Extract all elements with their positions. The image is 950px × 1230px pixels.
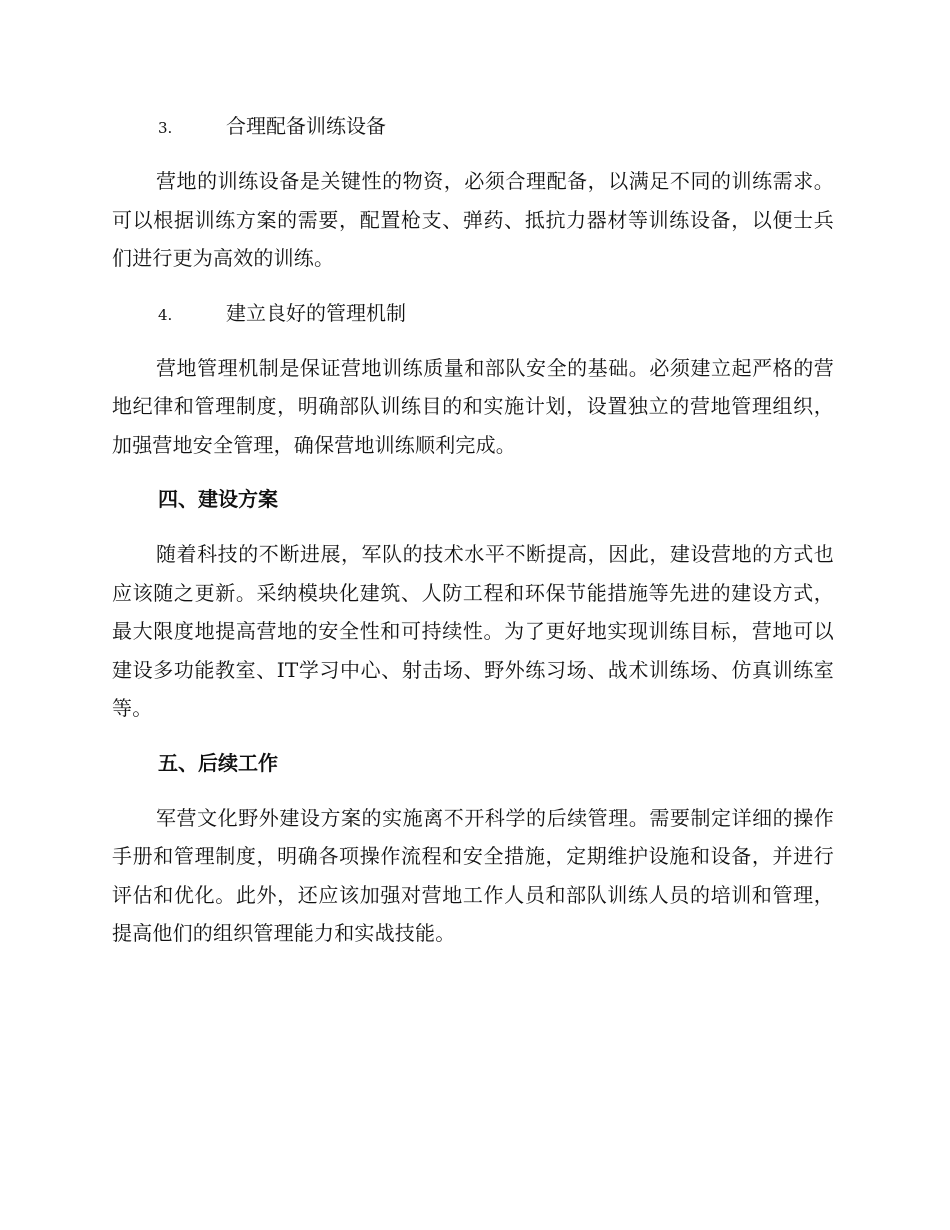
paragraph-construction: 随着科技的不断进展，军队的技术水平不断提高，因此，建设营地的方式也应该随之更新。采纳模块化建筑、人防工程和环保节能措施等先进的建设方式，最大限度地提高营地的安全性和可持续性。为了更好地实现训练目标，营地可以建设多功能教室、IT学习中心、射击场、野外练习场、战术训练场、仿真训练室等。 [112,542,834,720]
list-item-title: 建立良好的管理机制 [226,300,406,325]
list-item-heading-4 [112,293,834,333]
paragraph-management: 营地管理机制是保证营地训练质量和部队安全的基础。必须建立起严格的营地纪律和管理制度，明确部队训练目的和实施计划，设置独立的营地管理组织，加强营地安全管理，确保营地训练顺利完成。 [112,355,834,457]
paragraph-equipment: 营地的训练设备是关键性的物资，必须合理配备，以满足不同的训练需求。可以根据训练方案的需要，配置枪支、弹药、抵抗力器材等训练设备，以便士兵们进行更为高效的训练。 [112,169,834,270]
list-item-heading-3 [112,106,834,146]
document-body [112,106,834,968]
list-item-number: 3. [158,119,173,137]
section-heading-follow-up: 五、后续工作 [158,750,278,775]
list-item-title: 合理配备训练设备 [226,114,386,138]
section-heading-construction-plan: 四、建设方案 [158,487,278,511]
paragraph-follow-up: 军营文化野外建设方案的实施离不开科学的后续管理。需要制定详细的操作手册和管理制度，明确各项操作流程和安全措施，定期维护设施和设备，并进行评估和优化。此外，还应该加强对营地工作人员和部队训练人员的培训和管理，提高他们的组织管理能力和实战技能。 [112,805,834,945]
list-item-number: 4. [158,305,173,324]
